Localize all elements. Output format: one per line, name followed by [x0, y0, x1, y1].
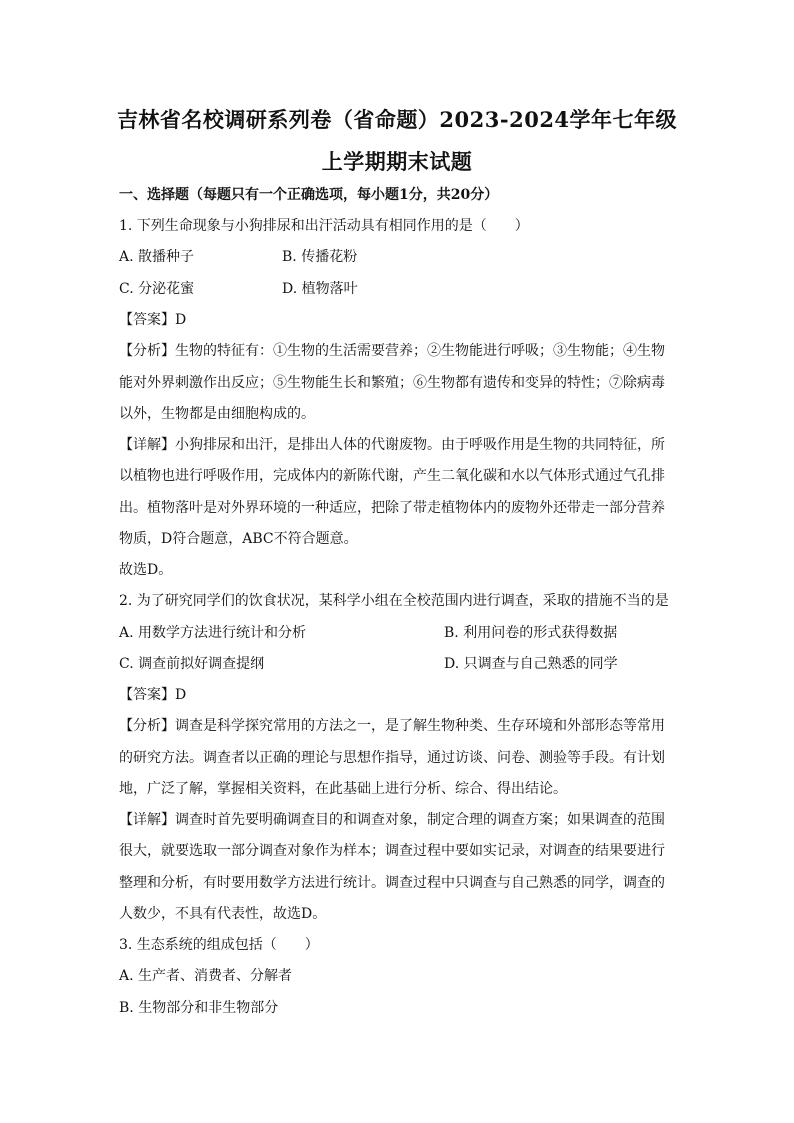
q2-analysis-line-3: 地，广泛了解，掌握相关资料，在此基础上进行分析、综合、得出结论。 — [119, 781, 567, 797]
q2-detail-line-1: 【详解】调查时首先要明确调查目的和调查对象，制定合理的调查方案；如果调查的范围 — [119, 812, 665, 828]
q3-stem: 3. 生态系统的组成包括（ ） — [119, 937, 319, 953]
q2-option-d: D. 只调查与自己熟悉的同学 — [444, 656, 618, 672]
q1-analysis-line-1: 【分析】生物的特征有：①生物的生活需要营养；②生物能进行呼吸；③生物能；④生物 — [119, 343, 665, 359]
q3-option-b: B. 生物部分和非生物部分 — [119, 1000, 279, 1016]
title-line-2: 上学期期末试题 — [321, 149, 473, 174]
q1-answer: 【答案】D — [119, 312, 187, 328]
q1-detail-line-4: 物质，D符合题意，ABC不符合题意。 — [119, 531, 358, 547]
q2-detail-line-4: 人数少，不具有代表性，故选D。 — [119, 906, 327, 922]
q2-option-a: A. 用数学方法进行统计和分析 — [119, 625, 307, 641]
q1-analysis-line-2: 能对外界刺激作出反应；⑤生物能生长和繁殖；⑥生物都有遗传和变异的特性；⑦除病毒 — [119, 375, 665, 391]
q1-choose: 故选D。 — [119, 562, 173, 578]
title-line-1: 吉林省名校调研系列卷（省命题）2023-2024学年七年级 — [116, 107, 678, 132]
q2-analysis-line-2: 的研究方法。调查者以正确的理论与思想作指导，通过访谈、问卷、测验等手段。有计划 — [119, 750, 665, 766]
q1-stem: 1. 下列生命现象与小狗排尿和出汗活动具有相同作用的是（ ） — [119, 218, 529, 234]
q1-detail-line-1: 【详解】小狗排尿和出汗，是排出人体的代谢废物。由于呼吸作用是生物的共同特征，所 — [119, 437, 665, 453]
q1-option-c: C. 分泌花蜜 — [119, 281, 195, 297]
section-heading: 一、选择题（每题只有一个正确选项，每小题1分，共20分） — [119, 187, 499, 203]
q3-option-a: A. 生产者、消费者、分解者 — [119, 968, 293, 984]
q2-answer: 【答案】D — [119, 687, 187, 703]
q2-detail-line-3: 整理和分析，有时要用数学方法进行统计。调查过程中只调查与自己熟悉的同学，调查的 — [119, 875, 665, 891]
q2-detail-line-2: 很大，就要选取一部分调查对象作为样本；调查过程中要如实记录，对调查的结果要进行 — [119, 843, 665, 859]
q1-option-d: D. 植物落叶 — [282, 281, 358, 297]
q2-option-c: C. 调查前拟好调查提纲 — [119, 656, 265, 672]
q1-detail-line-2: 以植物也进行呼吸作用，完成体内的新陈代谢，产生二氧化碳和水以气体形式通过气孔排 — [119, 468, 665, 484]
q1-analysis-line-3: 以外，生物都是由细胞构成的。 — [119, 406, 315, 422]
q1-option-b: B. 传播花粉 — [282, 249, 358, 265]
q2-option-b: B. 利用问卷的形式获得数据 — [444, 625, 618, 641]
q2-analysis-line-1: 【分析】调查是科学探究常用的方法之一，是了解生物种类、生存环境和外部形态等常用 — [119, 718, 665, 734]
q1-detail-line-3: 出。植物落叶是对外界环境的一种适应，把除了带走植物体内的废物外还带走一部分营养 — [119, 500, 665, 516]
q1-option-a: A. 散播种子 — [119, 249, 195, 265]
q2-stem: 2. 为了研究同学们的饮食状况，某科学小组在全校范围内进行调查，采取的措施不当的是 — [119, 593, 669, 609]
